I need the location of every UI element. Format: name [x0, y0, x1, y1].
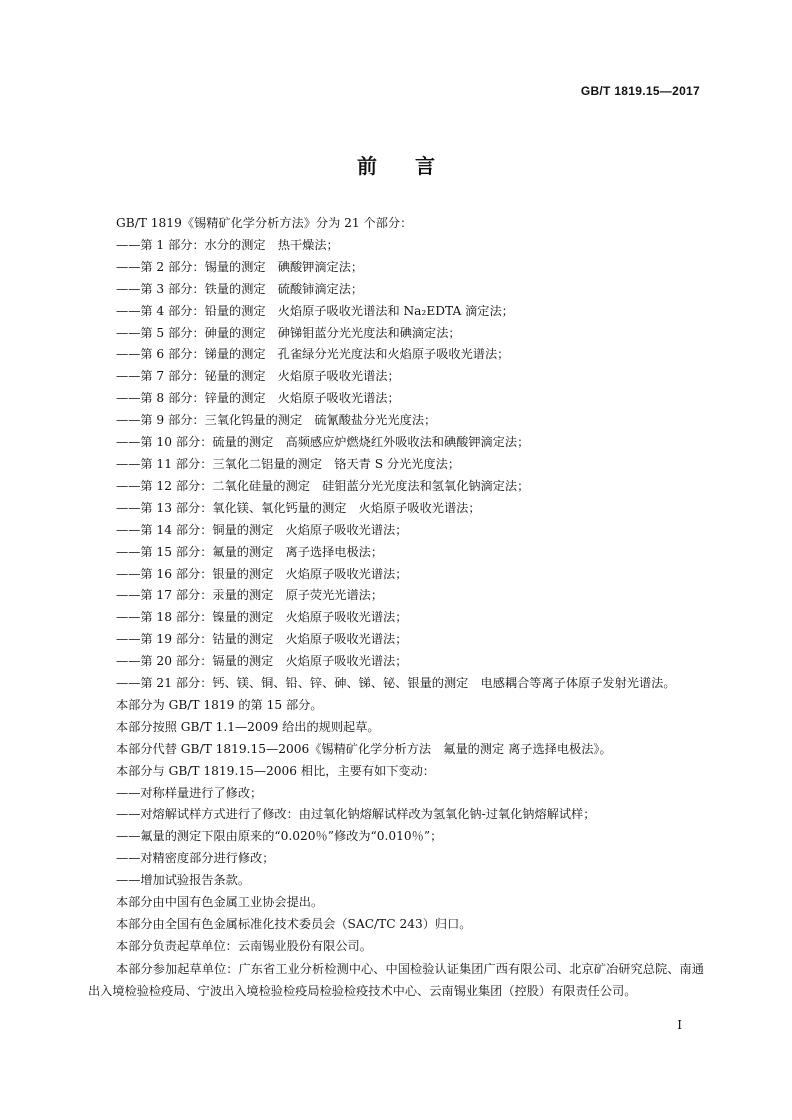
statement-replaces: 本部分代替 GB/T 1819.15—2006《锡精矿化学分析方法 氟量的测定 离子选择电极法》。: [116, 741, 612, 756]
list-item: ——第 11 部分：三氧化二铝量的测定 铬天青 S 分光光度法；: [116, 456, 461, 471]
list-item: ——第 13 部分：氧化镁、氧化钙量的测定 火焰原子吸收光谱法；: [116, 500, 481, 515]
changes-list: [88, 783, 704, 893]
list-item: ——对精密度部分进行修改；: [116, 851, 275, 866]
list-item: ——第 2 部分：锡量的测定 碘酸钾滴定法；: [116, 259, 364, 274]
list-item: ——第 3 部分：铁量的测定 硫酸铈滴定法；: [116, 281, 364, 296]
list-item: ——第 15 部分：氟量的测定 离子选择电极法；: [116, 544, 384, 559]
list-item: ——第 19 部分：钴量的测定 火焰原子吸收光谱法；: [116, 632, 408, 647]
list-item: ——第 14 部分：铜量的测定 火焰原子吸收光谱法；: [116, 522, 408, 537]
list-item: ——第 10 部分：硫量的测定 高频感应炉燃烧红外吸收法和碘酸钾滴定法；: [116, 435, 530, 450]
statement-proposer: 本部分由中国有色金属工业协会提出。: [116, 895, 324, 910]
statement-drafting-rules: 本部分按照 GB/T 1.1—2009 给出的规则起草。: [116, 719, 380, 734]
list-item: ——氟量的测定下限由原来的“0.020％”修改为“0.010％”；: [116, 829, 443, 844]
statement-participants: 本部分参加起草单位：广东省工业分析检测中心、中国检验认证集团广西有限公司、北京矿冶研究总院、南通出入境检验检疫局、宁波出入境检验检疫局检验检疫技术中心、云南锡业集团（控股）有限责任公司。: [88, 961, 704, 998]
intro-text: GB/T 1819《锡精矿化学分析方法》分为 21 个部分：: [116, 216, 413, 230]
list-item: ——第 17 部分：汞量的测定 原子荧光光谱法；: [116, 588, 384, 603]
list-item: ——第 5 部分：砷量的测定 砷锑钼蓝分光光度法和碘滴定法；: [116, 325, 461, 340]
list-item: ——增加试验报告条款。: [116, 873, 251, 888]
foreword-body: [88, 213, 704, 1002]
document-number: GB/T 1819.15—2017: [580, 84, 700, 98]
statement-changes-intro: 本部分与 GB/T 1819.15—2006 相比，主要有如下变动：: [116, 763, 435, 778]
list-item: ——第 6 部分：锑量的测定 孔雀绿分光光度法和火焰原子吸收光谱法；: [116, 347, 510, 362]
statement-part-number: 本部分为 GB/T 1819 的第 15 部分。: [116, 697, 323, 712]
list-item: ——第 18 部分：镍量的测定 火焰原子吸收光谱法；: [116, 610, 408, 625]
list-item: ——第 21 部分：钙、镁、铜、铅、锌、砷、锑、铋、银量的测定 电感耦合等离子体原子发射光谱法。: [116, 676, 676, 691]
page-title: 前言: [357, 154, 473, 178]
list-item: ——第 9 部分：三氧化钨量的测定 硫氰酸盐分光光度法；: [116, 413, 437, 428]
list-item: ——第 20 部分：镉量的测定 火焰原子吸收光谱法；: [116, 654, 408, 669]
list-item: ——第 8 部分：锌量的测定 火焰原子吸收光谱法；: [116, 391, 400, 406]
list-item: ——第 12 部分：二氧化硅量的测定 硅钼蓝分光光度法和氢氧化钠滴定法；: [116, 478, 530, 493]
list-item: ——第 1 部分：水分的测定 热干燥法；: [116, 237, 339, 252]
list-item: ——对称样量进行了修改；: [116, 785, 263, 800]
statement-committee: 本部分由全国有色金属标准化技术委员会（SAC/TC 243）归口。: [116, 917, 472, 931]
list-item: ——对熔解试样方式进行了修改：由过氧化钠熔解试样改为氢氧化钠-过氧化钠熔解试样；: [116, 807, 596, 822]
list-item: ——第 16 部分：银量的测定 火焰原子吸收光谱法；: [116, 566, 408, 581]
statement-responsible-drafter: 本部分负责起草单位：云南锡业股份有限公司。: [116, 938, 372, 953]
list-item: ——第 4 部分：铅量的测定 火焰原子吸收光谱法和 Na₂EDTA 滴定法；: [116, 303, 514, 318]
parts-list: [88, 235, 704, 695]
list-item: ——第 7 部分：铋量的测定 火焰原子吸收光谱法；: [116, 369, 400, 384]
page-number: I: [677, 1018, 682, 1032]
